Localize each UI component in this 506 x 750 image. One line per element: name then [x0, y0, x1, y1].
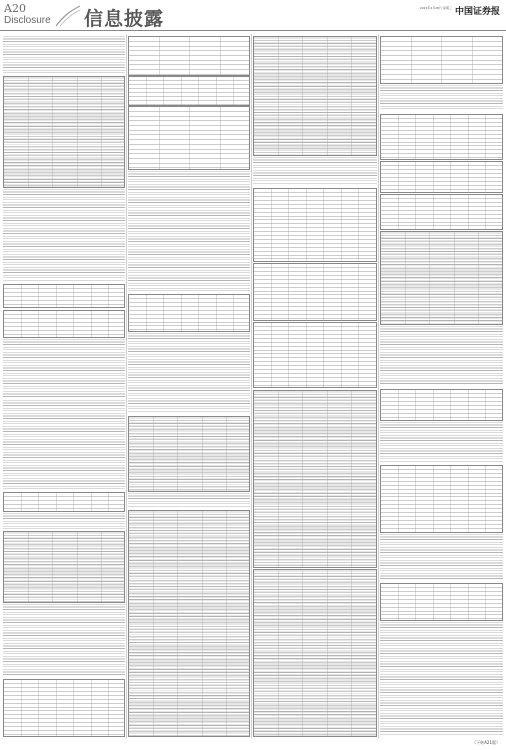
body-text-block — [380, 326, 503, 386]
body-text-block — [3, 400, 125, 490]
article-column-1 — [3, 34, 125, 738]
data-table — [253, 263, 377, 321]
column-divider — [378, 34, 379, 738]
data-table — [253, 390, 377, 568]
body-text-block — [128, 493, 250, 507]
data-table — [3, 76, 125, 188]
body-text-block — [3, 339, 125, 397]
body-text-block — [128, 333, 250, 413]
page-header — [0, 0, 506, 31]
body-text-block — [380, 85, 503, 111]
body-text-block — [128, 171, 250, 291]
article-column-3 — [253, 34, 377, 738]
data-table — [380, 194, 503, 230]
data-table — [128, 106, 250, 170]
data-table — [380, 36, 503, 84]
data-table — [3, 310, 125, 338]
data-table — [380, 161, 503, 193]
column-divider — [251, 34, 252, 738]
data-table — [253, 36, 377, 156]
data-table — [128, 36, 250, 76]
data-table — [128, 416, 250, 492]
body-text-block — [380, 622, 503, 735]
issue-date: 2021年4月28日 星期三 — [419, 6, 452, 10]
data-table — [380, 231, 503, 325]
data-table — [128, 510, 250, 737]
body-text-block — [380, 422, 503, 462]
data-table — [253, 569, 377, 737]
data-table — [253, 322, 377, 388]
data-table — [253, 188, 377, 262]
data-table — [3, 284, 125, 308]
data-table — [128, 76, 250, 106]
data-table — [128, 294, 250, 332]
section-name-english: Disclosure — [4, 15, 51, 26]
data-table — [380, 389, 503, 421]
continued-notice: （下转A21版） — [472, 740, 500, 745]
data-table — [380, 583, 503, 621]
body-text-block — [3, 36, 125, 74]
body-text-block — [3, 604, 125, 676]
newspaper-masthead: 中国证券报 — [454, 7, 500, 17]
body-text-block — [3, 513, 125, 529]
data-table — [380, 465, 503, 533]
body-text-block — [253, 157, 377, 185]
data-table — [3, 531, 125, 603]
section-title: 信息披露 — [84, 8, 165, 30]
body-text-block — [3, 189, 125, 281]
swoosh-decoration-icon — [54, 4, 82, 28]
data-table — [3, 492, 125, 512]
article-column-2 — [128, 34, 250, 738]
page-number: A20 — [4, 2, 26, 15]
data-table — [3, 679, 125, 737]
article-column-4 — [380, 34, 503, 738]
body-text-block — [380, 534, 503, 580]
column-divider — [126, 34, 127, 738]
data-table — [380, 114, 503, 160]
